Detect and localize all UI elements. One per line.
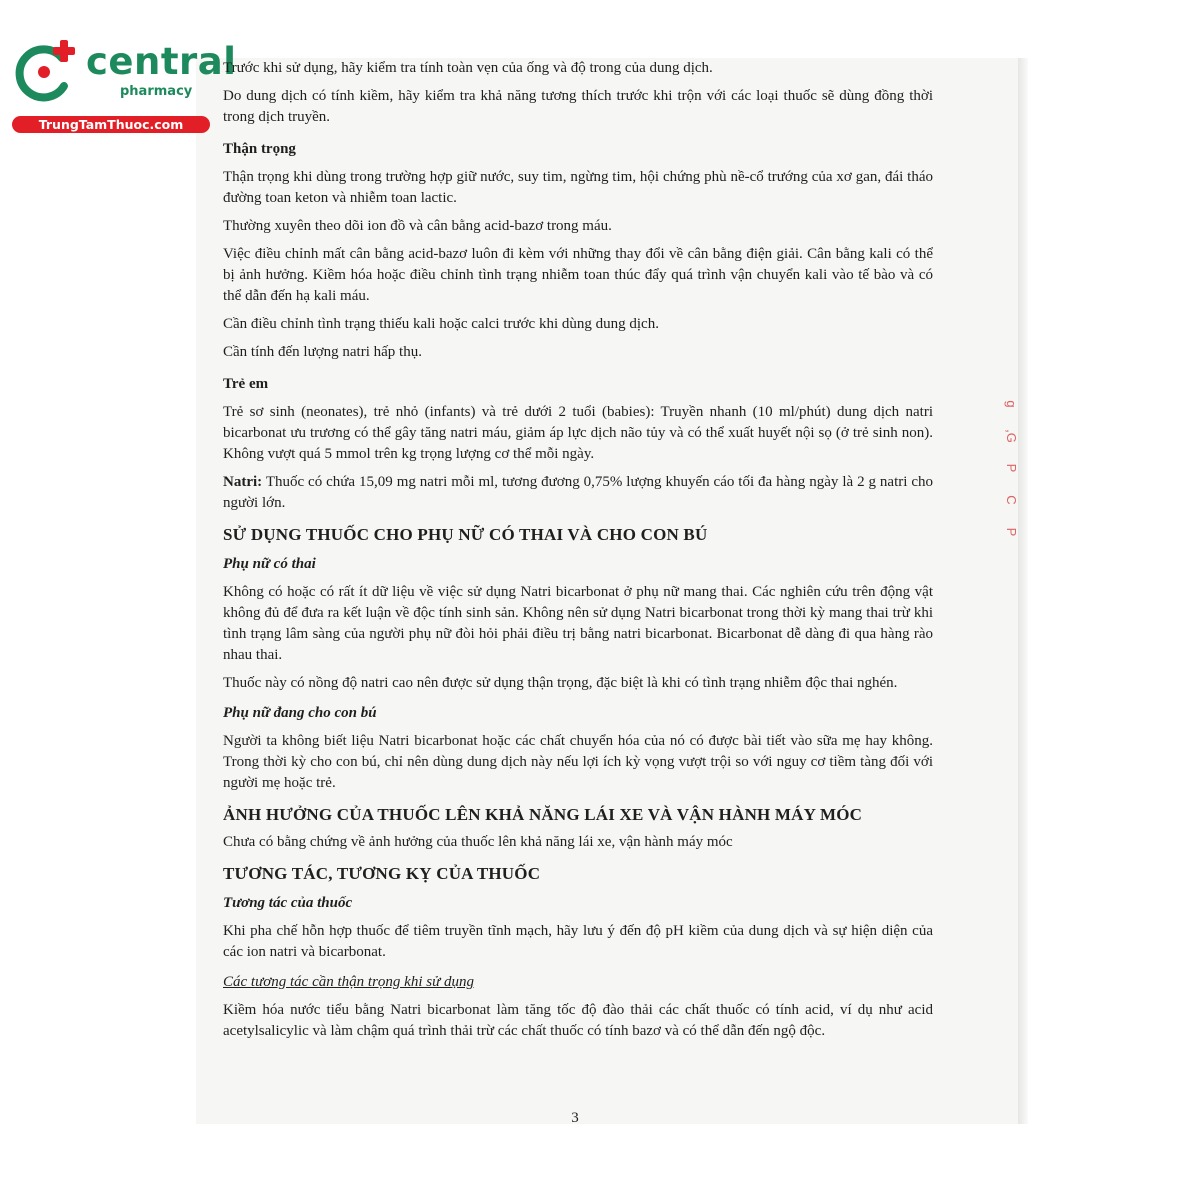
logo-subtitle: pharmacy (120, 84, 193, 99)
paragraph: Không có hoặc có rất ít dữ liệu về việc sử dụng Natri bicarbonat ở phụ nữ mang thai. Các nghiên cứu trên động vật không đủ để đưa ra kết luận về độc tính sinh sản. Không nên sử dụng Natri bicarbonat trong thời kỳ mang thai trừ khi tình trạng lâm sàng của người phụ nữ đòi hỏi phải điều trị bằng natri bicarbonat. Bicarbonat dễ dàng đi qua hàng rào nhau thai. (223, 584, 933, 663)
central-pharmacy-logo[interactable] (0, 0, 240, 140)
subsection-heading: Tương tác của thuốc (223, 895, 353, 911)
underlined-subheading: Các tương tác cần thận trọng khi sử dụng (223, 974, 475, 990)
section-heading: Thận trọng (223, 141, 296, 157)
paragraph: Trẻ sơ sinh (neonates), trẻ nhỏ (infants) và trẻ dưới 2 tuổi (babies): Truyền nhanh (10 ml/phút) dung dịch natri bicarbonat ưu trương có thể gây tăng natri máu, giảm áp lực dịch não tủy và có thể xuất huyết nội sọ (ở trẻ sinh non). Không vượt quá 5 mmol trên kg trọng lượng cơ thể mỗi ngày. (223, 404, 933, 462)
inline-text: Thuốc có chứa 15,09 mg natri mỗi ml, tương đương 0,75% lượng khuyến cáo tối đa hàng ngày là 2 g natri cho người lớn. (223, 474, 933, 511)
logo-website-badge[interactable]: TrungTamThuoc.com (12, 116, 210, 133)
paragraph: Kiềm hóa nước tiểu bằng Natri bicarbonat làm tăng tốc độ đào thải các chất thuốc có tính acid, ví dụ như acid acetylsalicylic và làm chậm quá trình thải trừ các chất thuốc có tính bazơ và có thể dẫn đến ngộ độc. (223, 1002, 933, 1039)
paragraph: Do dung dịch có tính kiềm, hãy kiểm tra khả năng tương thích trước khi trộn với các loại thuốc sẽ dùng đồng thời trong dịch truyền. (223, 88, 933, 125)
red-stamp-fragment: g ,G P C P (1004, 400, 1019, 537)
section-heading: ẢNH HƯỞNG CỦA THUỐC LÊN KHẢ NĂNG LÁI XE VÀ VẬN HÀNH MÁY MÓC (223, 805, 863, 824)
section-heading: SỬ DỤNG THUỐC CHO PHỤ NỮ CÓ THAI VÀ CHO CON BÚ (223, 525, 708, 544)
paragraph: Thuốc này có nồng độ natri cao nên được sử dụng thận trọng, đặc biệt là khi có tình trạng nhiễm độc thai nghén. (223, 675, 898, 691)
page-number: 3 (571, 1110, 579, 1126)
paragraph: Chưa có bằng chứng về ảnh hưởng của thuốc lên khả năng lái xe, vận hành máy móc (223, 834, 733, 850)
logo-c-cross-icon (10, 38, 80, 108)
subsection-heading: Phụ nữ có thai (223, 556, 316, 572)
paragraph: Người ta không biết liệu Natri bicarbonat hoặc các chất chuyển hóa của nó có được bài tiết vào sữa mẹ hay không. Trong thời kỳ cho con bú, chỉ nên dùng dung dịch này nếu lợi ích kỳ vọng vượt trội so với nguy cơ tiềm tàng đối với người mẹ hoặc trẻ. (223, 733, 933, 791)
inline-label: Natri: (223, 474, 263, 490)
subsection-heading: Phụ nữ đang cho con bú (223, 705, 377, 721)
paragraph (223, 472, 933, 514)
page-edge (1018, 58, 1028, 1124)
paragraph: Thường xuyên theo dõi ion đồ và cân bằng acid-bazơ trong máu. (223, 218, 612, 234)
logo-wordmark: central (86, 40, 237, 83)
paragraph: Việc điều chỉnh mất cân bằng acid-bazơ luôn đi kèm với những thay đổi về cân bằng điện giải. Cân bằng kali có thể bị ảnh hưởng. Kiềm hóa hoặc điều chỉnh tình trạng nhiễm toan thúc đẩy quá trình vận chuyển kali vào tế bào và có thể dẫn đến hạ kali máu. (223, 246, 933, 304)
paragraph: Cần điều chỉnh tình trạng thiếu kali hoặc calci trước khi dùng dung dịch. (223, 316, 659, 332)
paragraph: Khi pha chế hỗn hợp thuốc để tiêm truyền tĩnh mạch, hãy lưu ý đến độ pH kiềm của dung dịch và sự hiện diện của các ion natri và bicarbonat. (223, 923, 933, 960)
paragraph: Trước khi sử dụng, hãy kiểm tra tính toàn vẹn của ống và độ trong của dung dịch. (223, 60, 713, 76)
section-heading: Trẻ em (223, 376, 269, 392)
paragraph: Thận trọng khi dùng trong trường hợp giữ nước, suy tim, ngừng tim, hội chứng phù nề-cổ trướng của xơ gan, đái tháo đường toan keton và nhiễm toan lactic. (223, 169, 933, 206)
paragraph: Cần tính đến lượng natri hấp thụ. (223, 344, 422, 360)
document-body (223, 58, 933, 1042)
section-heading: TƯƠNG TÁC, TƯƠNG KỴ CỦA THUỐC (223, 864, 541, 883)
